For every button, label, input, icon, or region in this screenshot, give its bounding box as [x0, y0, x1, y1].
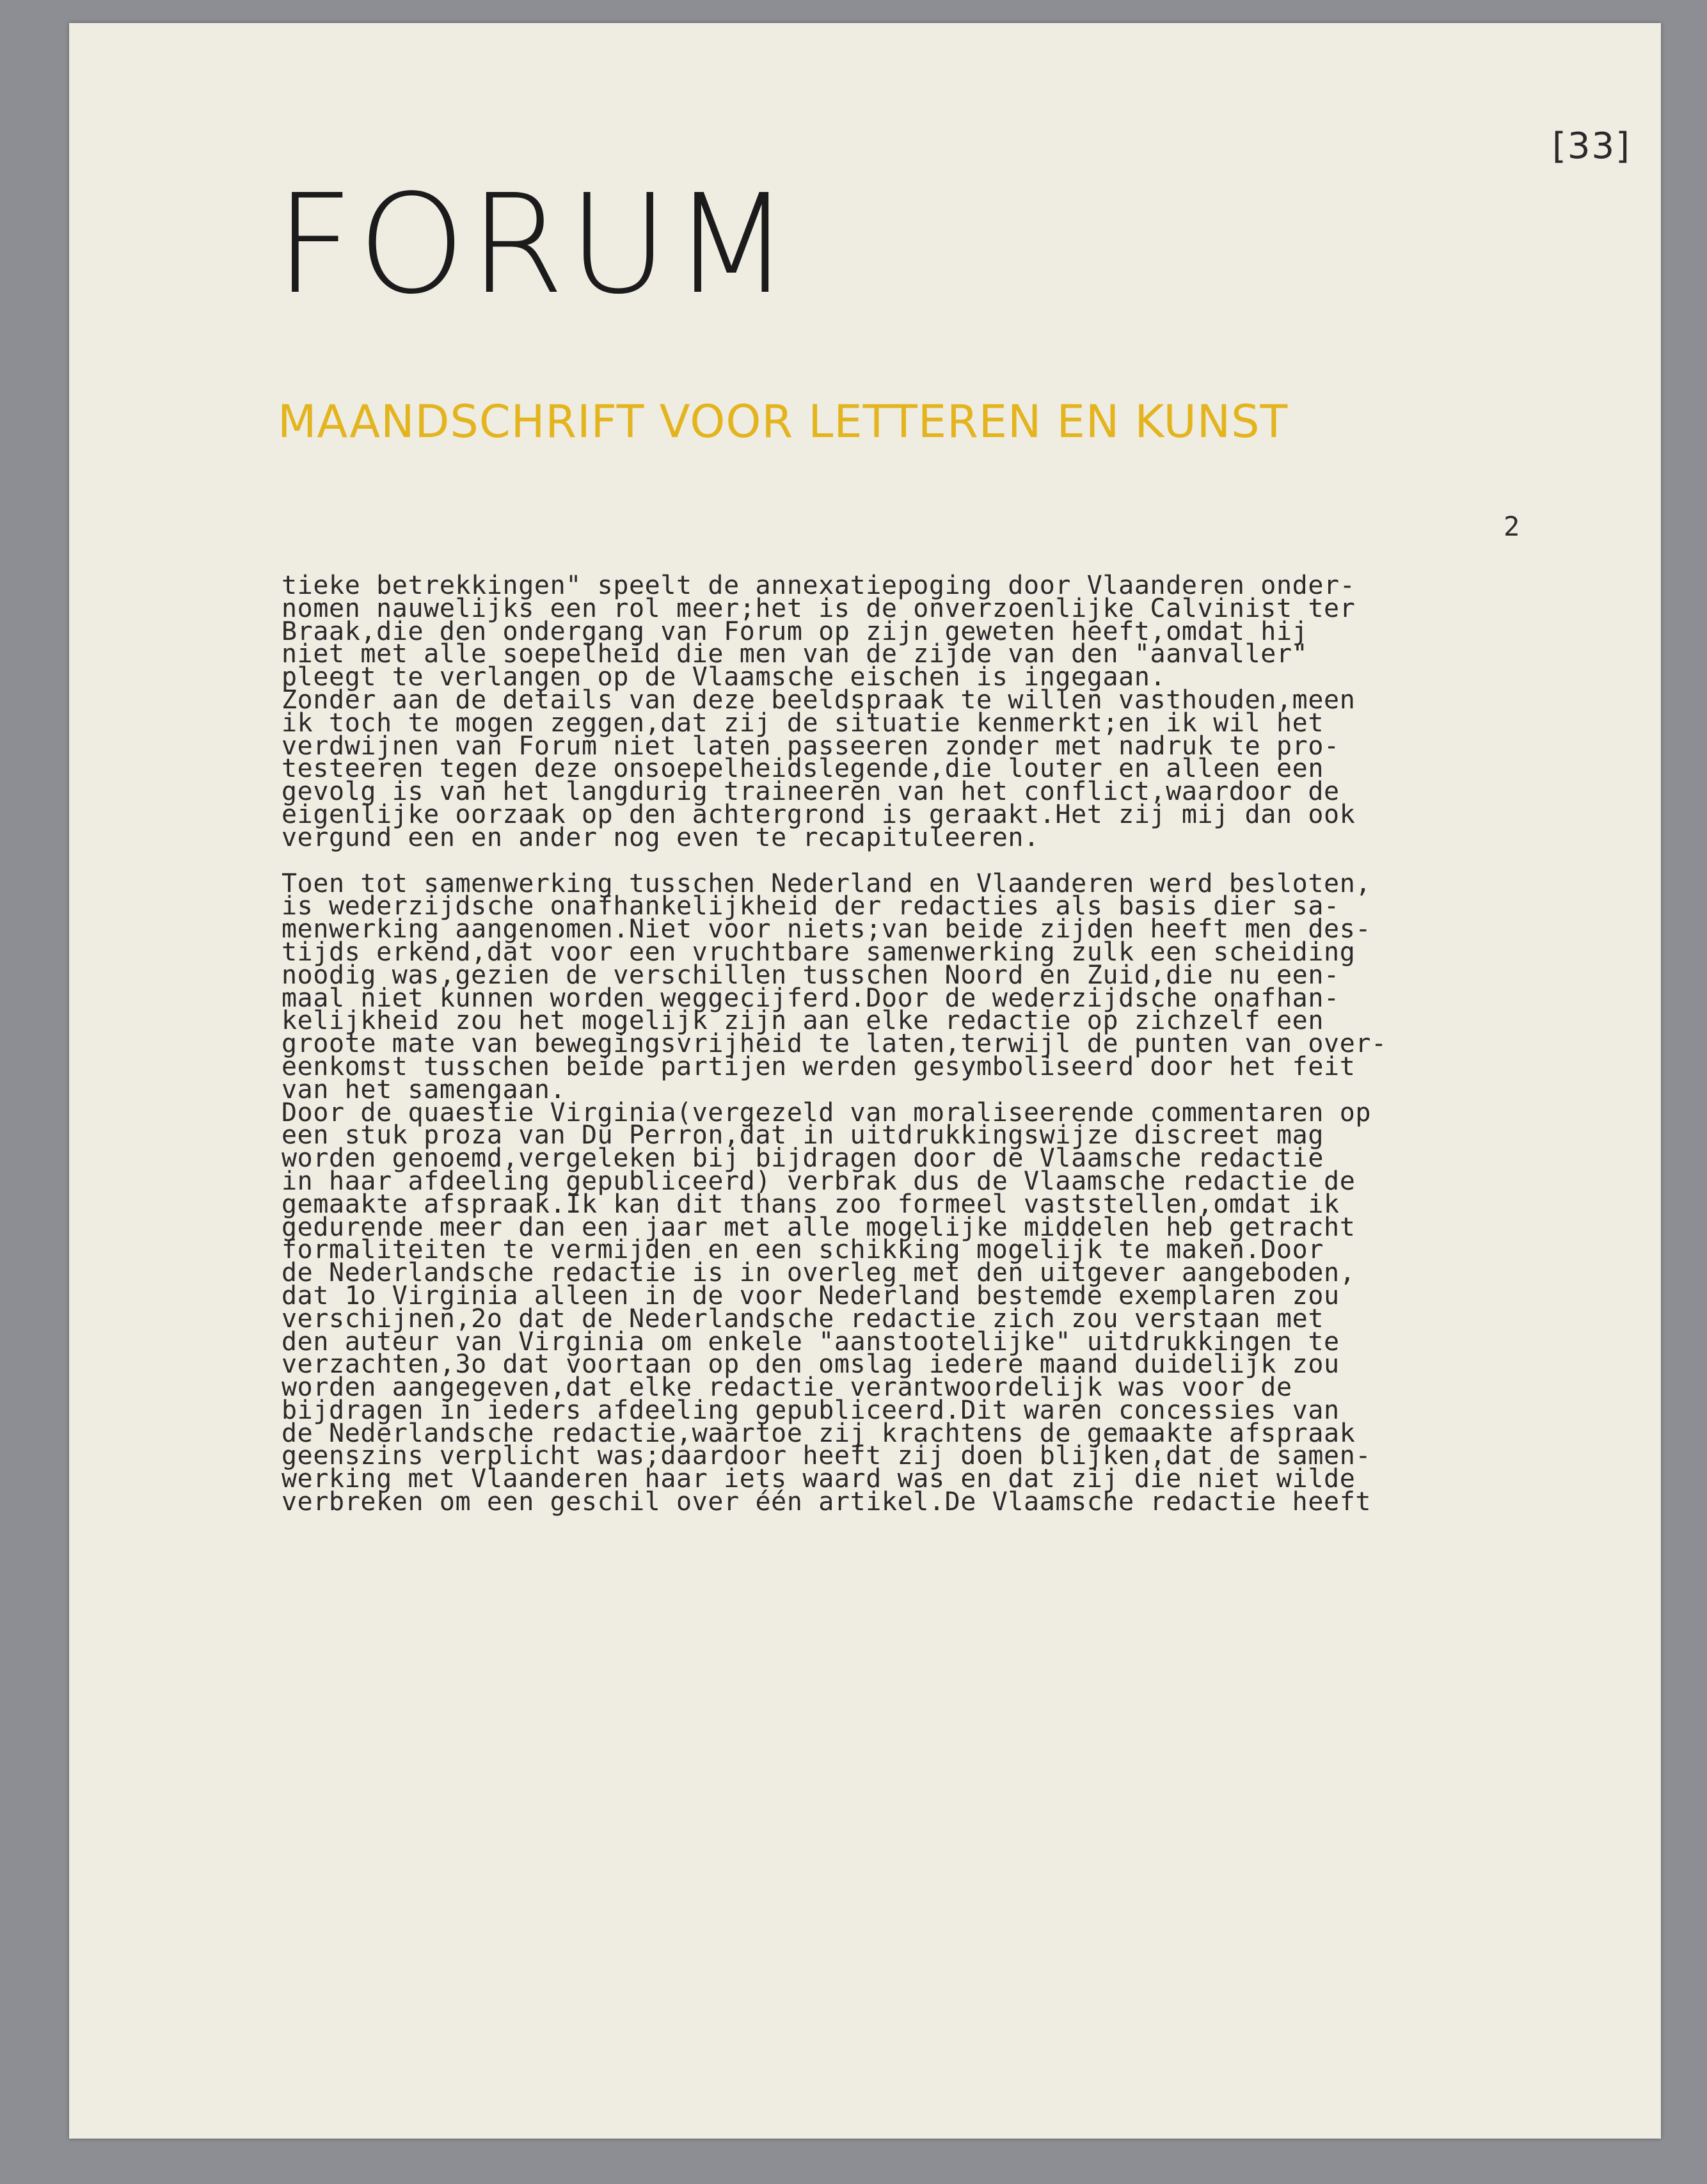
text-line: de Nederlandsche redactie is in overleg met den uitgever aangeboden,	[282, 1258, 1356, 1288]
text-line: formaliteiten te vermijden en een schikking mogelijk te maken.Door	[282, 1235, 1324, 1265]
text-line: groote mate van bewegingsvrijheid te laten,terwijl de punten van over-	[282, 1029, 1387, 1059]
text-line: nomen nauwelijks een rol meer;het is de onverzoenlijke Calvinist ter	[282, 593, 1356, 623]
text-line: Braak,die den ondergang van Forum op zijn geweten heeft,omdat hij	[282, 616, 1308, 646]
text-line: menwerking aangenomen.Niet voor niets;van beide zijden heeft men des-	[282, 914, 1372, 945]
text-line: ik toch te mogen zeggen,dat zij de situatie kenmerkt;en ik wil het	[282, 708, 1324, 738]
text-line: kelijkheid zou het mogelijk zijn aan elke redactie op zichzelf een	[282, 1006, 1324, 1036]
text-line: niet met alle soepelheid die men van de zijde van den "aanvaller"	[282, 639, 1308, 669]
text-line: eenkomst tusschen beide partijen werden gesymboliseerd door het feit	[282, 1051, 1356, 1081]
text-line: de Nederlandsche redactie,waartoe zij krachtens de gemaakte afspraak	[282, 1418, 1356, 1448]
letterhead-logo: FORUM	[275, 165, 795, 324]
text-line: in haar afdeeling gepubliceerd) verbrak dus de Vlaamsche redactie de	[282, 1166, 1356, 1196]
text-line: verschijnen,2o dat de Nederlandsche redactie zich zou verstaan met	[282, 1303, 1324, 1334]
text-line: tijds erkend,dat voor een vruchtbare samenwerking zulk een scheiding	[282, 937, 1356, 967]
text-line: vergund een en ander nog even te recapituleeren.	[282, 822, 1040, 852]
text-line: pleegt te verlangen op de Vlaamsche eischen is ingegaan.	[282, 662, 1166, 692]
text-line: maal niet kunnen worden weggecijferd.Door de wederzijdsche onafhan-	[282, 983, 1340, 1013]
text-line: worden aangegeven,dat elke redactie verantwoordelijk was voor de	[282, 1373, 1292, 1403]
text-line: gedurende meer dan een jaar met alle mogelijke middelen heb getracht	[282, 1212, 1356, 1242]
text-line: verbreken om een geschil over één artikel.De Vlaamsche redactie heeft	[282, 1487, 1372, 1517]
page-number: 2	[1504, 511, 1520, 542]
text-line: gevolg is van het langdurig traineeren van het conflict,waardoor de	[282, 777, 1340, 807]
text-line: verdwijnen van Forum niet laten passeeren zonder met nadruk te pro-	[282, 731, 1340, 761]
text-line: is wederzijdsche onafhankelijkheid der redacties als basis dier sa-	[282, 891, 1340, 921]
text-line: testeeren tegen deze onsoepelheidslegende,die louter en alleen een	[282, 754, 1324, 784]
text-line: dat 1o Virginia alleen in de voor Nederland bestemde exemplaren zou	[282, 1280, 1340, 1311]
text-line: gemaakte afspraak.Ik kan dit thans zoo formeel vaststellen,omdat ik	[282, 1189, 1340, 1219]
text-line: tieke betrekkingen" speelt de annexatiepoging door Vlaanderen onder-	[282, 571, 1356, 600]
text-line: werking met Vlaanderen haar iets waard was en dat zij die niet wilde	[282, 1464, 1356, 1494]
text-line: Door de quaestie Virginia(vergezeld van moraliseerende commentaren op	[282, 1097, 1372, 1128]
text-line: worden genoemd,vergeleken bij bijdragen door de Vlaamsche redactie	[282, 1144, 1324, 1174]
text-line: een stuk proza van Du Perron,dat in uitdrukkingswijze discreet mag	[282, 1120, 1324, 1151]
text-line: Zonder aan de details van deze beeldspraak te willen vasthouden,meen	[282, 685, 1356, 715]
text-line: geenszins verplicht was;daardoor heeft zij doen blijken,dat de samen-	[282, 1441, 1372, 1471]
text-line: eigenlijke oorzaak op den achtergrond is geraakt.Het zij mij dan ook	[282, 799, 1356, 829]
typed-body-text	[282, 571, 1625, 1517]
text-line: verzachten,3o dat voortaan op den omslag iedere maand duidelijk zou	[282, 1350, 1340, 1380]
archive-number: [33]	[1552, 125, 1631, 167]
text-line: Toen tot samenwerking tusschen Nederland en Vlaanderen werd besloten,	[282, 868, 1372, 898]
text-line: van het samengaan.	[282, 1074, 566, 1104]
text-line: bijdragen in ieders afdeeling gepubliceerd.Dit waren concessies van	[282, 1395, 1340, 1425]
text-line: den auteur van Virginia om enkele "aanstootelijke" uitdrukkingen te	[282, 1327, 1340, 1357]
text-line: noodig was,gezien de verschillen tusschen Noord en Zuid,die nu een-	[282, 960, 1340, 990]
letterhead-subtitle: MAANDSCHRIFT VOOR LETTEREN EN KUNST	[278, 395, 1289, 448]
